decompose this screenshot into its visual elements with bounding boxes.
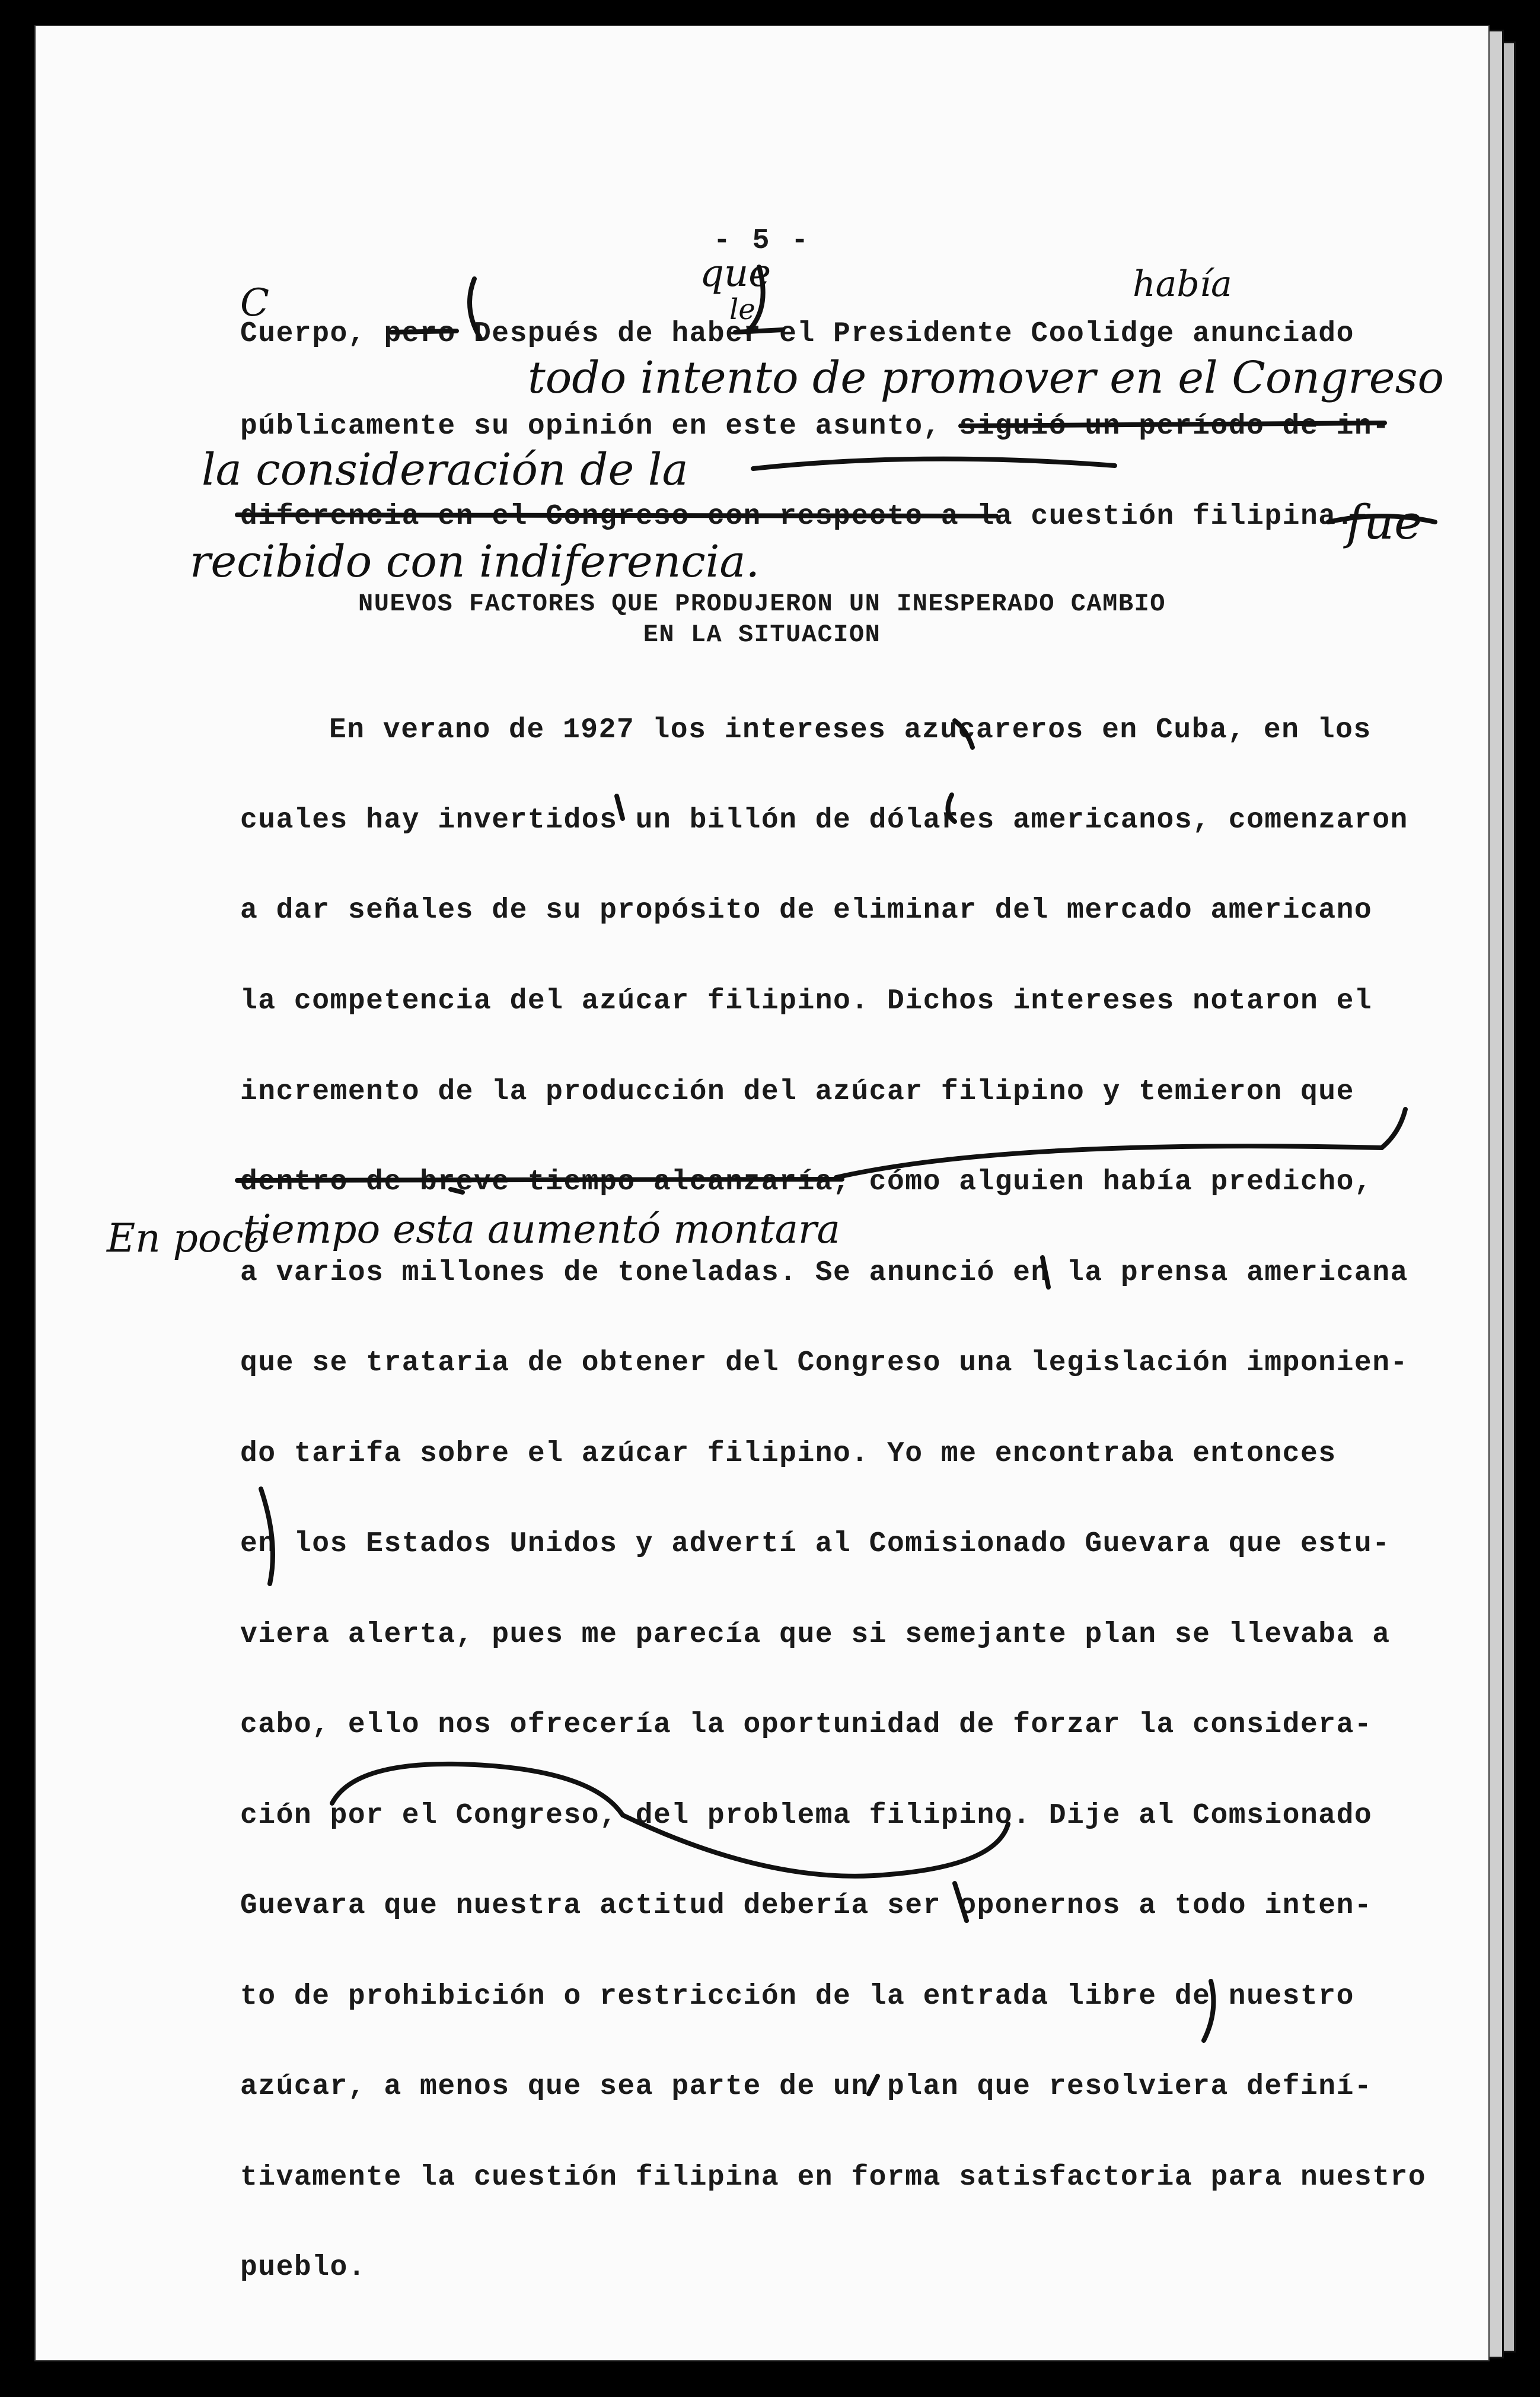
handwritten-c: C [240,281,269,325]
handwritten-en-poco: En poco [107,1215,267,1261]
section-heading-line-2: EN LA SITUACION [643,620,881,649]
opening-line-1: Cuerpo, pero Después de haber el Presidente Coolidge anunciado [240,318,1354,350]
body-line-9: do tarifa sobre el azúcar filipino. Yo me encontraba entonces [240,1438,1337,1470]
handwritten-recibido: recibido con indiferencia. [190,536,760,587]
body-line-11: viera alerta, pues me parecía que si semejante plan se llevaba a [240,1619,1391,1651]
handwritten-que: que [700,252,771,295]
body-line-17: tivamente la cuestión filipina en forma satisfactoria para nuestro [240,2162,1427,2194]
body-line-12: cabo, ello nos ofrecería la oportunidad de forzar la considera- [240,1709,1373,1741]
opening-line-2: públicamente su opinión en este asunto, siguió un período de in- [240,410,1391,443]
body-line-6: dentro de breve tiempo alcanzaría, cómo alguien había predicho, [240,1166,1373,1198]
opening-line-3: diferencia en el Congreso con respecto a la cuestión filipina. [240,501,1354,533]
body-line-15: to de prohibición o restricción de la entrada libre de nuestro [240,1981,1354,2013]
body-line-3: a dar señales de su propósito de eliminar del mercado americano [240,895,1373,927]
handwritten-todo-intento: todo intento de promover en el Congreso [528,352,1445,403]
handwritten-le: le [729,293,755,326]
handwritten-habia: había [1133,263,1232,305]
handwritten-tiempo: tiempo esta aumentó montara [243,1207,840,1252]
page-number: - 5 - [713,225,811,257]
body-line-2: cuales hay invertidos un billón de dólares americanos, comenzaron [240,804,1408,836]
handwritten-consideracion: la consideración de la [202,444,688,495]
body-line-18: pueblo. [240,2252,366,2284]
body-line-16: azúcar, a menos que sea parte de un plan que resolviera definí- [240,2071,1373,2103]
body-line-8: que se trataria de obtener del Congreso una legislación imponien- [240,1347,1408,1379]
body-line-10: en los Estados Unidos y advertí al Comisionado Guevara que estu- [240,1528,1391,1560]
handwritten-fue: fue [1346,495,1423,550]
body-line-14: Guevara que nuestra actitud debería ser oponernos a todo inten- [240,1890,1373,1922]
body-line-5: incremento de la producción del azúcar filipino y temieron que [240,1076,1354,1108]
body-line-4: la competencia del azúcar filipino. Dichos intereses notaron el [240,985,1373,1017]
section-heading-line-1: NUEVOS FACTORES QUE PRODUJERON UN INESPERADO CAMBIO [358,590,1166,618]
document-page [34,25,1490,2361]
body-line-13: ción por el Congreso, del problema filipino. Dije al Comsionado [240,1800,1373,1832]
body-line-7: a varios millones de toneladas. Se anunció en la prensa americana [240,1257,1408,1289]
body-line-1: En verano de 1927 los intereses azucareros en Cuba, en los [329,714,1372,746]
